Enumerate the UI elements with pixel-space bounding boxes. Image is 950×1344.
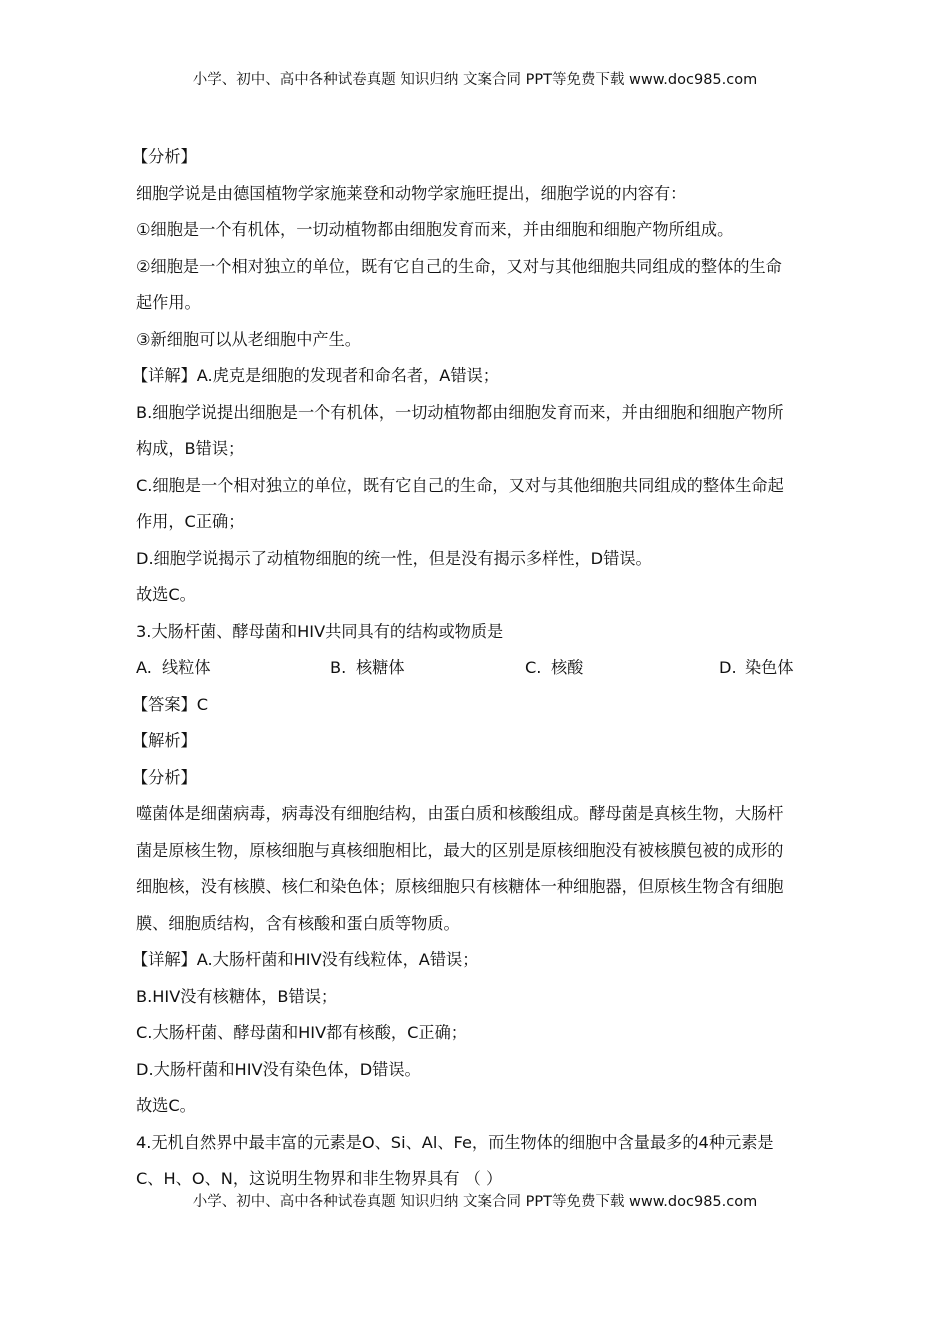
detail-line: 【详解】A.大肠杆菌和HIV没有线粒体，A错误； — [132, 950, 479, 969]
detail-line: B.细胞学说提出细胞是一个有机体，一切动植物都由细胞发育而来，并由细胞和细胞产物所 — [136, 402, 784, 422]
question-3-options — [136, 657, 816, 694]
option-a — [136, 657, 211, 679]
detail-line: D.细胞学说揭示了动植物细胞的统一性，但是没有揭示多样性，D错误。 — [136, 548, 652, 568]
detail-line: 构成，B错误； — [136, 439, 245, 458]
paragraph-line: ②细胞是一个相对独立的单位，既有它自己的生命，又对与其他细胞共同组成的整体的生命 — [136, 256, 782, 276]
option-key: B. — [330, 658, 347, 677]
question-4: 4.无机自然界中最丰富的元素是O、Si、Al、Fe，而生物体的细胞中含量最多的4种元素是 — [136, 1132, 774, 1152]
page-header: 小学、初中、高中各种试卷真题 知识归纳 文案合同 PPT等免费下载 www.doc985.com — [192, 72, 758, 88]
paragraph-line: 细胞学说是由德国植物学家施莱登和动物学家施旺提出，细胞学说的内容有： — [136, 183, 687, 203]
paragraph-line: 噬菌体是细菌病毒，病毒没有细胞结构，由蛋白质和核酸组成。酵母菌是真核生物，大肠杆 — [136, 804, 784, 823]
page-footer: 小学、初中、高中各种试卷真题 知识归纳 文案合同 PPT等免费下载 www.doc985.com — [192, 1194, 758, 1210]
paragraph-line: ③新细胞可以从老细胞中产生。 — [136, 329, 361, 349]
answer-choice-line: 故选C。 — [136, 1096, 196, 1115]
section-heading-explanation: 【解析】 — [132, 731, 197, 750]
detail-line: B.HIV没有核糖体，B错误； — [136, 986, 338, 1006]
detail-line: C.细胞是一个相对独立的单位，既有它自己的生命，又对与其他细胞共同组成的整体生命起 — [136, 475, 784, 495]
option-key: A. — [136, 658, 152, 677]
option-d — [719, 657, 794, 679]
section-heading-analysis: 【分析】 — [132, 767, 197, 787]
option-text: 核酸 — [551, 658, 584, 677]
paragraph-line: ①细胞是一个有机体，一切动植物都由细胞发育而来，并由细胞和细胞产物所组成。 — [136, 220, 734, 239]
answer-line: 【答案】C — [132, 694, 209, 714]
question-4-continued: C、H、O、N，这说明生物界和非生物界具有 （ ） — [136, 1169, 503, 1188]
option-b — [330, 657, 405, 679]
option-c — [525, 657, 583, 679]
section-heading-analysis: 【分析】 — [132, 147, 197, 166]
detail-line: C.大肠杆菌、酵母菌和HIV都有核酸，C正确； — [136, 1023, 467, 1042]
answer-choice-line: 故选C。 — [136, 585, 196, 604]
detail-line: 作用，C正确； — [136, 512, 245, 531]
detail-line: D.大肠杆菌和HIV没有染色体，D错误。 — [136, 1059, 421, 1079]
detail-line: 【详解】A.虎克是细胞的发现者和命名者，A错误； — [132, 366, 499, 385]
option-key: C. — [525, 658, 542, 677]
document-body — [132, 146, 816, 1205]
option-text: 核糖体 — [356, 658, 405, 677]
question-3: 3.大肠杆菌、酵母菌和HIV共同具有的结构或物质是 — [136, 621, 504, 641]
paragraph-line: 菌是原核生物，原核细胞与真核细胞相比，最大的区别是原核细胞没有被核膜包被的成形的 — [136, 840, 784, 860]
option-key: D. — [719, 658, 737, 677]
paragraph-line: 细胞核，没有核膜、核仁和染色体；原核细胞只有核糖体一种细胞器，但原核生物含有细胞 — [136, 877, 784, 896]
paragraph-line: 膜、细胞质结构，含有核酸和蛋白质等物质。 — [136, 913, 460, 933]
option-text: 线粒体 — [162, 658, 211, 677]
option-text: 染色体 — [745, 658, 794, 677]
paragraph-line: 起作用。 — [136, 293, 201, 312]
